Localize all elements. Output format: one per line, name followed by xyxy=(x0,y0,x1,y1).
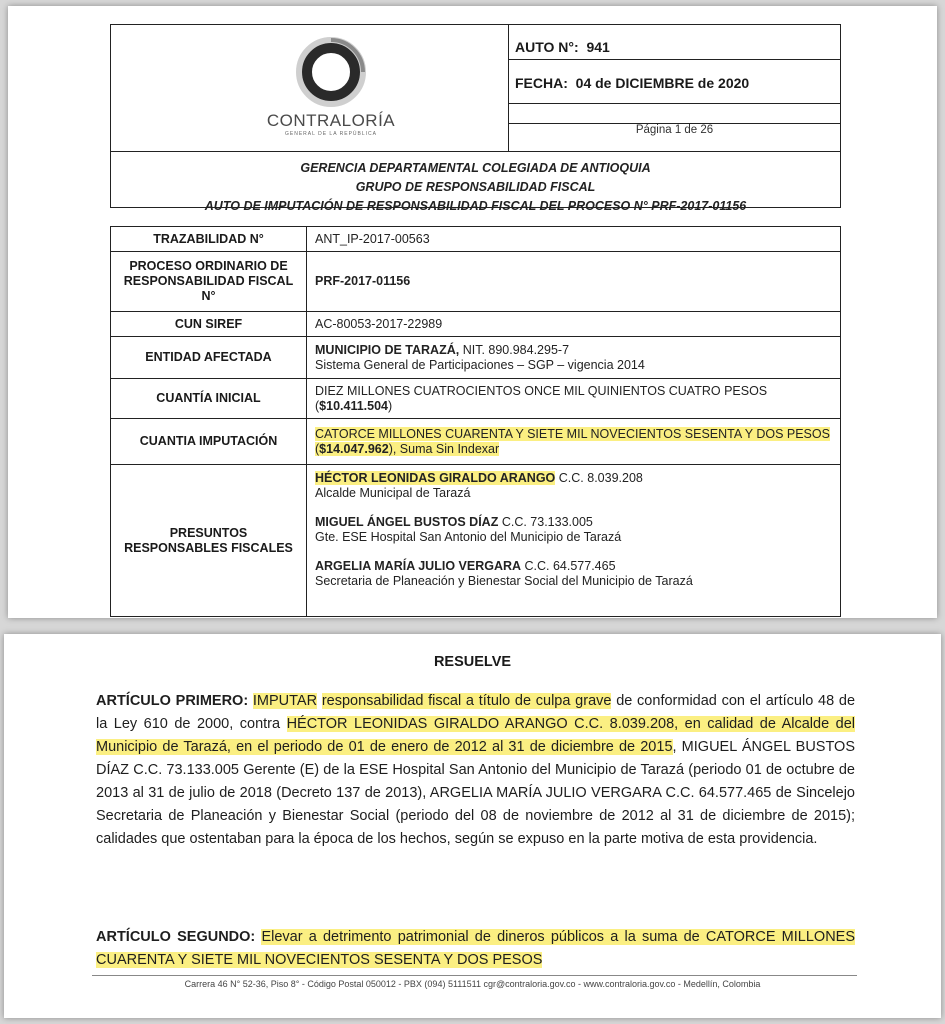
page-number: Página 1 de 26 xyxy=(635,124,714,136)
entidad-detail: Sistema General de Participaciones – SGP – vigencia 2014 xyxy=(315,357,645,372)
contraloria-logo xyxy=(236,35,426,137)
title-line: GERENCIA DEPARTAMENTAL COLEGIADA DE ANTIOQUIA xyxy=(300,161,651,175)
row-value xyxy=(307,379,841,419)
fecha-label: FECHA: xyxy=(515,75,568,91)
cuantia-imp-text: CATORCE MILLONES CUARENTA Y SIETE MIL NOVECIENTOS SESENTA Y DOS PESOS ( xyxy=(315,426,830,456)
cuantia-inicial-amount: $10.411.504 xyxy=(319,398,388,413)
row-label: CUN SIREF xyxy=(111,312,307,337)
cuantia-imp-close: ), Suma Sin Indexar xyxy=(388,441,500,456)
fecha-value: 04 de DICIEMBRE de 2020 xyxy=(575,75,750,91)
cuantia-inicial-text: DIEZ MILLONES CUATROCIENTOS ONCE MIL QUINIENTOS CUATRO PESOS ( xyxy=(315,383,768,413)
row-value: PRF-2017-01156 xyxy=(307,252,841,312)
person-role: Gte. ESE Hospital San Antonio del Municipio de Tarazá xyxy=(315,530,622,544)
person-role: Secretaria de Planeación y Bienestar Social del Municipio de Tarazá xyxy=(315,574,693,588)
cuantia-imp-amount: $14.047.962 xyxy=(319,441,389,456)
auto-value: 941 xyxy=(586,39,610,55)
table-row xyxy=(111,379,841,419)
title-line: GRUPO DE RESPONSABILIDAD FISCAL xyxy=(355,180,596,194)
contraloria-emblem-icon xyxy=(296,35,366,109)
row-label: CUANTIA IMPUTACIÓN xyxy=(111,419,307,465)
row-label: TRAZABILIDAD N° xyxy=(111,227,307,252)
row-label: PRESUNTOS RESPONSABLES FISCALES xyxy=(111,465,307,617)
responsible-person xyxy=(315,515,832,545)
article-label: ARTÍCULO SEGUNDO: xyxy=(96,929,256,945)
logo-subtitle: GENERAL DE LA REPÚBLICA xyxy=(284,131,377,137)
article-label: ARTÍCULO PRIMERO: xyxy=(96,693,249,709)
article-segundo xyxy=(96,926,855,972)
person-role: Alcalde Municipal de Tarazá xyxy=(315,486,471,500)
table-row xyxy=(111,337,841,379)
highlight-text: HÉCTOR LEONIDAS GIRALDO ARANGO C.C. 8.039.208, en calidad de Alcalde del Municipio de Tarazá, en el periodo de 01 de enero de 2012 al 31 de diciembre de 2015 xyxy=(96,716,855,755)
entidad-name: MUNICIPIO DE TARAZÁ, xyxy=(315,342,460,357)
entidad-nit: NIT. 890.984.295-7 xyxy=(459,342,570,357)
row-value xyxy=(307,337,841,379)
highlight-text: Elevar a detrimento patrimonial de dineros públicos a la suma de CATORCE MILLONES CUARENTA Y SIETE MIL NOVECIENTOS SESENTA Y DOS PESOS xyxy=(96,929,856,968)
header-table xyxy=(110,24,841,213)
person-cc: C.C. 8.039.208 xyxy=(555,471,643,485)
cuantia-inicial-close: ) xyxy=(388,398,393,413)
table-row xyxy=(111,227,841,252)
table-row xyxy=(111,312,841,337)
auto-date xyxy=(515,75,749,91)
row-label: ENTIDAD AFECTADA xyxy=(111,337,307,379)
document-header-page xyxy=(8,6,937,618)
title-line: AUTO DE IMPUTACIÓN DE RESPONSABILIDAD FISCAL DEL PROCESO N° PRF-2017-01156 xyxy=(204,199,747,213)
auto-label: AUTO N°: xyxy=(515,39,579,55)
table-row xyxy=(111,465,841,617)
header-divider xyxy=(508,59,841,60)
header-divider xyxy=(111,151,840,152)
person-cc: C.C. 73.133.005 xyxy=(498,515,593,529)
auto-number xyxy=(515,39,610,55)
responsible-person xyxy=(315,471,832,501)
document-resolution-page xyxy=(4,634,941,1018)
resuelve-heading: RESUELVE xyxy=(433,654,512,670)
page-footer: Carrera 46 N° 52-36, Piso 8° - Código Postal 050012 - PBX (094) 5111511 cgr@contraloria.gov.co - www.contraloria.gov.co - Medellín, Colombia xyxy=(184,979,761,989)
row-value: ANT_IP-2017-00563 xyxy=(307,227,841,252)
article-text: de conformidad con el artículo 48 de la Ley 610 de 2000, contra xyxy=(96,693,856,732)
case-info-table xyxy=(110,226,841,617)
row-label: PROCESO ORDINARIO DE RESPONSABILIDAD FISCAL N° xyxy=(111,252,307,312)
row-value xyxy=(307,465,841,617)
footer-divider xyxy=(92,975,857,976)
table-row xyxy=(111,252,841,312)
table-row xyxy=(111,419,841,465)
row-label: CUANTÍA INICIAL xyxy=(111,379,307,419)
highlight-text: responsabilidad fiscal a título de culpa grave xyxy=(321,693,612,709)
person-name: MIGUEL ÁNGEL BUSTOS DÍAZ xyxy=(315,515,499,529)
article-text: , MIGUEL ÁNGEL BUSTOS DÍAZ C.C. 73.133.005 Gerente (E) de la ESE Hospital San Antonio del Municipio de Tarazá (periodo 01 de octubre de 2013 al 31 de julio de 2018 (Decreto 137 de 2013), ARGELIA MARÍA JULIO VERGARA C.C. 64.577.465 de Sincelejo Secretaria de Planeación y Bienestar Social (periodo del 08 de noviembre de 2012 al 31 de diciembre de 2015); calidades que ostentaban para la época de los hechos, según se expuso en la parte motiva de esta providencia. xyxy=(96,739,856,847)
person-name: HÉCTOR LEONIDAS GIRALDO ARANGO xyxy=(315,471,556,485)
logo-name: CONTRALORÍA xyxy=(266,111,396,130)
row-value: AC-80053-2017-22989 xyxy=(307,312,841,337)
document-titles xyxy=(111,159,840,216)
header-divider xyxy=(508,103,841,104)
article-primero xyxy=(96,690,855,851)
person-cc: C.C. 64.577.465 xyxy=(521,559,616,573)
person-name: ARGELIA MARÍA JULIO VERGARA xyxy=(315,559,522,573)
highlight-text: IMPUTAR xyxy=(252,693,318,709)
responsible-person xyxy=(315,559,832,589)
row-value xyxy=(307,419,841,465)
